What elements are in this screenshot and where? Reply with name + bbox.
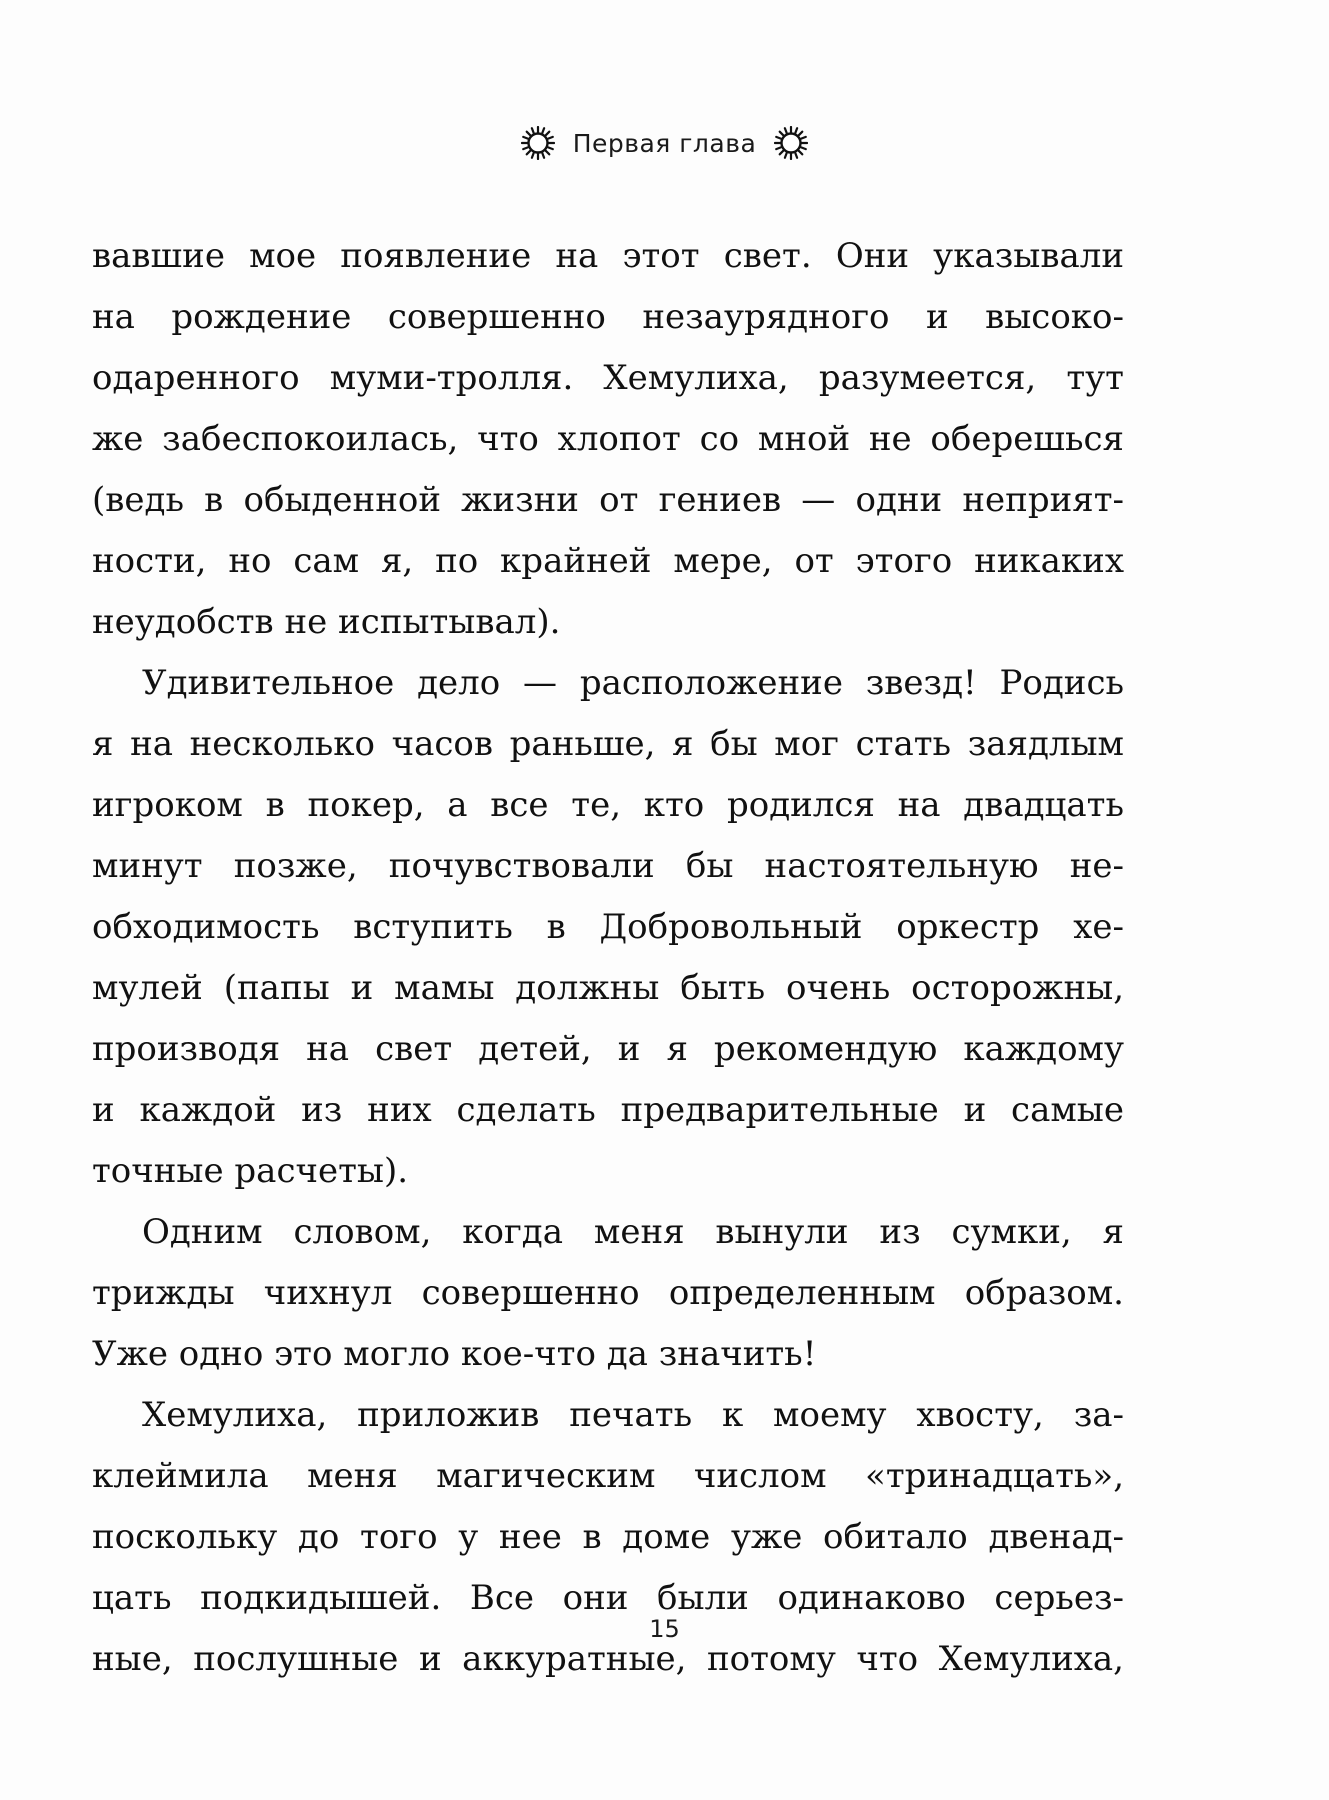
text-line: неудобств не испытывал). <box>92 602 561 642</box>
chapter-header <box>0 126 1329 160</box>
text-line: минут позже, почувствовали бы настоятельную не- <box>92 846 1124 886</box>
text-line: я на несколько часов раньше, я бы мог стать заядлым <box>92 724 1124 764</box>
text-line: (ведь в обыденной жизни от гениев — одни неприят- <box>92 480 1124 520</box>
paragraph <box>92 653 1124 1202</box>
body-text <box>92 226 1124 1690</box>
paragraph <box>92 226 1124 653</box>
text-line: мулей (папы и мамы должны быть очень осторожны, <box>92 968 1124 1008</box>
text-line: Одним словом, когда меня вынули из сумки, я <box>142 1212 1124 1252</box>
text-line: производя на свет детей, и я рекомендую каждому <box>92 1029 1124 1069</box>
text-line: одаренного муми-тролля. Хемулиха, разумеется, тут <box>92 358 1124 398</box>
sun-ring-icon <box>774 126 808 160</box>
text-line: на рождение совершенно незаурядного и высоко- <box>92 297 1124 337</box>
text-line: обходимость вступить в Добровольный оркестр хе- <box>92 907 1124 947</box>
text-line: игроком в покер, а все те, кто родился на двадцать <box>92 785 1124 825</box>
text-line: цать подкидышей. Все они были одинаково серьез- <box>92 1578 1124 1618</box>
text-line: и каждой из них сделать предварительные и самые <box>92 1090 1124 1130</box>
page-number: 15 <box>649 1615 680 1643</box>
text-line: вавшие мое появление на этот свет. Они указывали <box>92 236 1124 276</box>
text-line: Хемулиха, приложив печать к моему хвосту, за- <box>142 1395 1124 1435</box>
text-line: поскольку до того у нее в доме уже обитало двенад- <box>92 1517 1124 1557</box>
sun-ring-icon <box>521 126 555 160</box>
text-line: ности, но сам я, по крайней мере, от этого никаких <box>92 541 1124 581</box>
text-line: ные, послушные и аккуратные, потому что Хемулиха, <box>92 1639 1124 1679</box>
text-line: клеймила меня магическим числом «тринадцать», <box>92 1456 1124 1496</box>
text-line: трижды чихнул совершенно определенным образом. <box>92 1273 1124 1313</box>
chapter-title: Первая глава <box>572 128 757 158</box>
text-line: Удивительное дело — расположение звезд! Родись <box>142 663 1124 703</box>
paragraph <box>92 1202 1124 1385</box>
text-line: Уже одно это могло кое-что да значить! <box>92 1334 817 1374</box>
paragraph <box>92 1385 1124 1690</box>
text-line: точные расчеты). <box>92 1151 409 1191</box>
text-line: же забеспокоилась, что хлопот со мной не оберешься <box>92 419 1124 459</box>
